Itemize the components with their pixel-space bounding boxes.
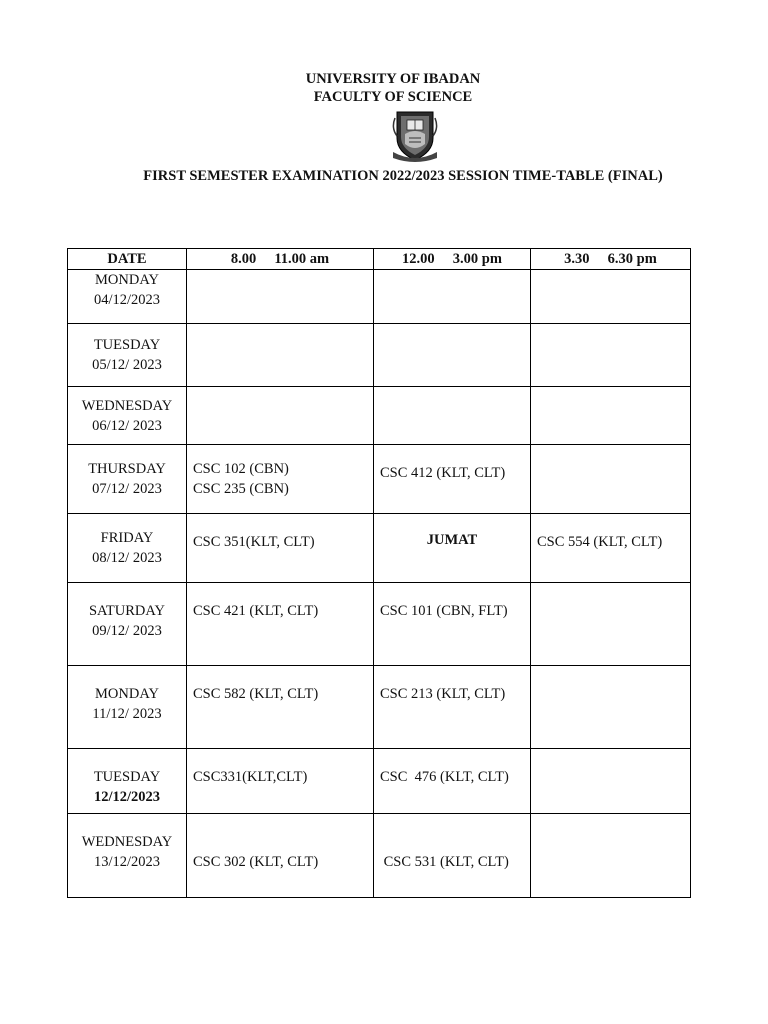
date-value: 07/12/ 2023 (92, 481, 162, 497)
university-name: UNIVERSITY OF IBADAN (305, 71, 481, 87)
slot-morning (187, 270, 374, 324)
course-entry: CSC 235 (CBN) (193, 481, 289, 497)
slot-afternoon (374, 387, 531, 445)
col-header-afternoon: 12.00 3.00 pm (374, 249, 531, 270)
date-value: 04/12/2023 (93, 292, 161, 308)
slot-evening (531, 445, 691, 514)
slot-morning: CSC 582 (KLT, CLT) (187, 666, 374, 749)
slot-evening (531, 324, 691, 387)
table-row (68, 583, 691, 666)
date-value: 12/12/2023 (93, 789, 161, 805)
date-cell (68, 583, 187, 666)
date-value: 06/12/ 2023 (92, 417, 162, 434)
col-header-evening: 3.30 6.30 pm (531, 249, 691, 270)
slot-evening (531, 814, 691, 898)
slot-morning: CSC 421 (KLT, CLT) (187, 583, 374, 666)
slot-morning: CSC 351(KLT, CLT) (187, 514, 374, 583)
day-name: TUESDAY (93, 337, 161, 353)
slot-afternoon: CSC 412 (KLT, CLT) (374, 445, 531, 514)
slot-evening (531, 270, 691, 324)
date-cell (68, 324, 187, 387)
slot-afternoon: CSC 476 (KLT, CLT) (374, 749, 531, 814)
day-name: FRIDAY (100, 530, 154, 546)
table-row (68, 514, 691, 583)
day-name: WEDNESDAY (81, 397, 173, 414)
table-row (68, 387, 691, 445)
table-row (68, 324, 691, 387)
table-row (68, 445, 691, 514)
table-row (68, 814, 691, 898)
date-cell (68, 387, 187, 445)
slot-evening: CSC 554 (KLT, CLT) (531, 514, 691, 583)
date-value: 11/12/ 2023 (92, 706, 162, 722)
slot-afternoon (374, 324, 531, 387)
slot-morning (187, 387, 374, 445)
table-row (68, 666, 691, 749)
slot-afternoon-jumat: JUMAT (374, 514, 531, 583)
col-header-date: DATE (68, 249, 187, 270)
date-value: 13/12/2023 (93, 854, 161, 870)
date-cell (68, 514, 187, 583)
slot-evening (531, 749, 691, 814)
day-name: MONDAY (95, 686, 159, 702)
date-cell (68, 270, 187, 324)
col-header-morning: 8.00 11.00 am (187, 249, 374, 270)
day-name: MONDAY (95, 272, 159, 288)
day-name: WEDNESDAY (81, 834, 173, 850)
date-value: 05/12/ 2023 (92, 357, 162, 373)
day-name: THURSDAY (88, 461, 166, 477)
date-cell (68, 814, 187, 898)
slot-afternoon: CSC 531 (KLT, CLT) (374, 814, 531, 898)
slot-morning: CSC 302 (KLT, CLT) (187, 814, 374, 898)
slot-morning: CSC331(KLT,CLT) (187, 749, 374, 814)
date-cell (68, 666, 187, 749)
day-name: TUESDAY (93, 769, 161, 785)
slot-evening (531, 387, 691, 445)
timetable-title: FIRST SEMESTER EXAMINATION 2022/2023 SESSION TIME-TABLE (FINAL) (143, 168, 663, 184)
faculty-name: FACULTY OF SCIENCE (313, 89, 473, 105)
day-name: SATURDAY (88, 603, 165, 619)
slot-evening (531, 666, 691, 749)
date-cell (68, 749, 187, 814)
slot-afternoon: CSC 101 (CBN, FLT) (374, 583, 531, 666)
slot-afternoon: CSC 213 (KLT, CLT) (374, 666, 531, 749)
table-header-row (68, 249, 691, 270)
table-row (68, 749, 691, 814)
slot-afternoon (374, 270, 531, 324)
date-cell (68, 445, 187, 514)
slot-evening (531, 583, 691, 666)
slot-morning (187, 445, 374, 514)
date-value: 09/12/ 2023 (92, 623, 162, 639)
slot-morning (187, 324, 374, 387)
course-entry: CSC 102 (CBN) (193, 461, 289, 477)
date-value: 08/12/ 2023 (92, 550, 162, 566)
table-row (68, 270, 691, 324)
university-crest-icon (391, 108, 439, 162)
exam-timetable (67, 248, 691, 898)
